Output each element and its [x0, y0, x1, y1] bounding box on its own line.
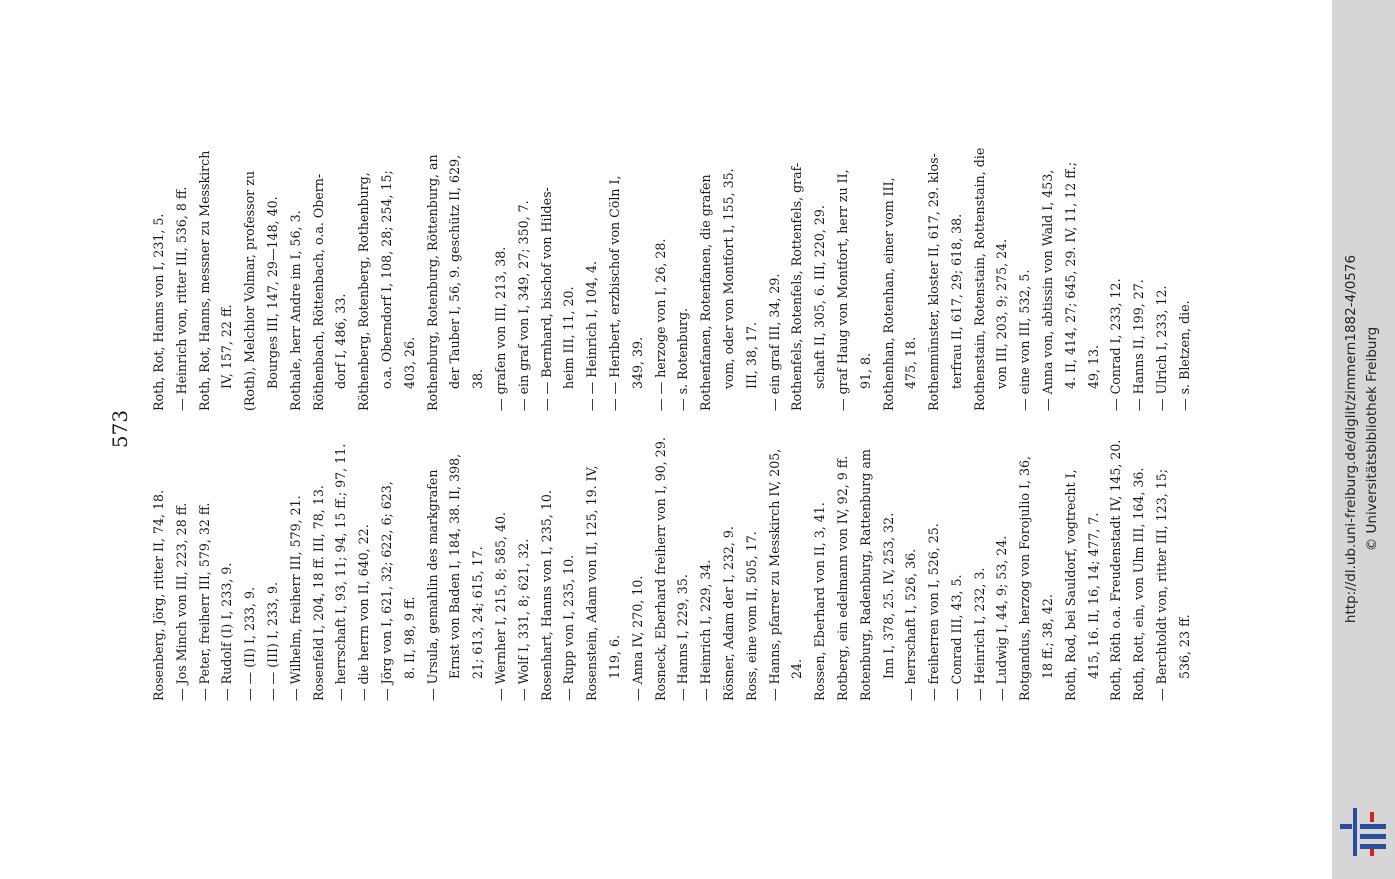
index-entry-line: 4. II, 414, 27; 645, 29. IV, 11, 12 ff.;: [1062, 161, 1078, 389]
index-entry-line: Roth, Rot, Hanns von I, 231, 5.: [151, 213, 166, 411]
index-entry-line: Rothenburg, Rotenburg, Röttenburg, an: [424, 154, 440, 411]
index-entry-line: Rothenfanen, Rotenfanen, die grafen: [698, 174, 714, 411]
index-entry-line: dorf I, 486, 33.: [333, 293, 349, 389]
index-entry-line: — Wernher I, 215, 8; 585, 40.: [492, 511, 508, 701]
index-entry-line: (Roth), Melchior Volmar, professor zu: [242, 171, 258, 411]
index-entry-line: — Hanns II, 199, 27.: [1131, 279, 1147, 411]
library-logo-icon: [1340, 808, 1386, 856]
viewer-sidebar: [1332, 0, 1395, 879]
index-entry-line: — — Bernhard, bischof von Hildes-: [538, 187, 554, 411]
index-entry-line: IV, 157, 22 ff.: [219, 304, 235, 389]
index-entry-line: Rotgandus, herzog von Forojulio I, 36,: [1017, 455, 1033, 701]
page-number: 573: [108, 409, 132, 449]
index-entry-line: Rothenstain, Rotenstain, Rottenstain, die: [971, 147, 987, 411]
index-entry-line: 475, 18.: [903, 336, 919, 389]
index-entry-line: 8. II, 98, 9 ff.: [401, 596, 417, 679]
index-entry-line: Rothenfels, Rotenfels, Rottenfels, graf-: [789, 162, 805, 411]
index-entry-line: — herrschaft I, 93, 11; 94, 15 ff.; 97, 11.: [333, 443, 349, 701]
index-entry-line: Rosneck, Eberhard freiherr von I, 90, 29.: [652, 437, 668, 701]
index-entry-line: 536, 23 ff.: [1176, 614, 1192, 679]
sidebar-text: [1341, 9, 1385, 869]
index-entry-line: schaft II, 305, 6. III, 220, 29.: [812, 205, 828, 389]
index-entry-line: — graf Haug von Montfort, herr zu II,: [834, 169, 850, 411]
index-entry-line: — Conrad III, 43, 5.: [948, 574, 964, 701]
index-entry-line: 49, 13.: [1085, 344, 1101, 389]
index-entry-line: 119, 6.: [606, 634, 622, 679]
index-entry-line: — Hanns I, 229, 35.: [675, 574, 691, 701]
index-entry-line: Röthenberg, Rotenberg, Rothenburg,: [356, 172, 372, 411]
index-entry-line: — Heinrich I, 229, 34.: [698, 559, 714, 701]
index-entry-line: Roth, Röth o.a. Freudenstadt IV, 145, 20.: [1108, 439, 1124, 701]
index-entry-line: — grafen von III, 213, 38.: [492, 246, 508, 411]
index-entry-line: — Ludwig I, 44, 9; 53, 24.: [994, 535, 1010, 701]
index-entry-line: — die herrn von II, 640, 22.: [356, 524, 372, 701]
index-entry-line: Rotberg, ein edelmann von IV, 92, 9 ff.: [834, 455, 850, 701]
index-entry-line: — Wolf I, 331, 8; 621, 32.: [515, 538, 531, 701]
index-entry-line: — Rupp von I, 235, 10.: [561, 554, 577, 701]
index-entry-line: Rosenhart, Hanns von I, 235, 10.: [538, 490, 554, 701]
index-entry-line: Ernst von Baden I, 184, 38. II, 398,: [447, 453, 463, 679]
index-entry-line: — Ulrich I, 233, 12.: [1154, 285, 1170, 411]
index-entry-line: — Heinrich I, 232, 3.: [971, 567, 987, 701]
index-entry-line: 403, 26.: [401, 336, 417, 389]
index-entry-line: Ross, eine vom II, 505, 17.: [743, 531, 759, 701]
index-entry-line: Rothenhan, Rotenhan, einer vom III,: [880, 177, 896, 411]
index-entry-line: Rosenfeld I, 204, 18 ff. III, 78, 13.: [310, 485, 326, 701]
index-entry-line: Bourges III, 147, 29—148, 40.: [264, 196, 280, 389]
index-entry-line: — s. Rotenburg.: [675, 307, 691, 411]
index-entry-line: Rossen, Eberhard von II, 3, 41.: [812, 502, 828, 701]
index-entry-line: 415, 16. II, 16, 14; 477, 7.: [1085, 512, 1101, 679]
index-entry-line: — Berchtoldt von, ritter III, 123, 15;: [1154, 469, 1170, 701]
index-entry-line: Rothenmünster, kloster II, 617, 29. klos-: [926, 153, 942, 411]
index-entry-line: Roth, Rod, bei Sauldorf, vogtrecht I,: [1062, 469, 1078, 701]
index-entry-line: Rosenberg, Jörg, ritter II, 74, 18.: [151, 489, 166, 701]
index-entry-line: 24.: [789, 658, 805, 679]
index-entry-line: 18 ff.; 38, 42.: [1040, 594, 1056, 679]
index-entry-line: — Jos Minch von III, 223, 28 ff.: [173, 502, 189, 701]
index-entry-line: Inn I, 378, 25. IV, 253, 32.: [880, 512, 896, 679]
index-entry-line: — herrschaft I, 526, 36.: [903, 548, 919, 701]
index-entry-line: — Conrad I, 233, 12.: [1108, 278, 1124, 411]
index-entry-line: Röthenbach, Röttenbach, o.a. Obern-: [310, 173, 326, 411]
index-entry-line: — Rudolf (I) I, 233, 9.: [219, 562, 235, 701]
index-entry-line: Rothale, herr Andre im I, 56, 3.: [287, 210, 303, 411]
index-entry-line: — — (III) I, 233, 9.: [264, 582, 280, 701]
index-entry-line: Rosenstein, Adam von II, 125, 19. IV,: [584, 465, 600, 701]
index-entry-line: Rösner, Adam der I, 232, 9.: [720, 526, 736, 701]
index-entry-line: terfrau II, 617, 29; 618, 38.: [948, 213, 964, 389]
index-entry-line: III, 38, 17.: [743, 322, 759, 389]
copyright-notice: © Universitätsbibliothek Freiburg: [1364, 326, 1380, 552]
index-entry-line: — Wilhelm, freiherr III, 579, 21.: [287, 495, 303, 701]
index-entry-line: 38.: [470, 368, 486, 389]
index-entry-line: o.a. Oberndorf I, 108, 28; 254, 15;: [378, 170, 394, 389]
index-column-left: [148, 417, 1197, 701]
source-url-link[interactable]: http://dl.ub.uni-freiburg.de/diglit/zimmern1882-4/0576: [1343, 254, 1359, 624]
index-entry-line: Rotenburg, Radenburg, Rattenburg am: [857, 449, 873, 701]
index-entry-line: 21; 613, 24; 615, 17.: [470, 546, 486, 679]
index-entry-line: — ein graf III, 34, 29.: [766, 273, 782, 411]
index-entry-line: — — Heinrich I, 104, 4.: [584, 260, 600, 411]
index-entry-line: Roth, Rott, ein, von Ulm III, 164, 36.: [1131, 467, 1147, 701]
index-entry-line: 349, 39.: [629, 336, 645, 389]
index-entry-line: — s. Bletzen, die.: [1176, 300, 1192, 411]
index-entry-line: — — herzoge von I, 26, 28.: [652, 238, 668, 411]
index-entry-line: — — (II) I, 233, 9.: [242, 586, 258, 701]
index-entry-line: — Hanns, pfarrer zu Messkirch IV, 205,: [766, 448, 782, 701]
index-entry-line: — Anna von, abtissin von Wald I, 453,: [1040, 169, 1056, 411]
index-entry-line: — ein graf von I, 349, 27; 350, 7.: [515, 200, 531, 411]
index-entry-line: — eine von III, 532, 5.: [1017, 269, 1033, 411]
index-entry-line: — freiherren von I, 526, 25.: [926, 523, 942, 701]
index-entry-line: — Peter, freiherr III, 579, 32 ff.: [196, 502, 212, 701]
index-entry-line: der Tauber I, 56, 9. geschütz II, 629,: [447, 154, 463, 389]
index-entry-line: vom, oder von Montfort I, 155, 35.: [720, 168, 736, 389]
index-entry-line: — Jörg von I, 621, 32; 622, 6; 623,: [378, 481, 394, 701]
index-entry-line: — — Heribert, erzbischof von Cöln I,: [606, 175, 622, 411]
index-entry-line: heim III, 11, 20.: [561, 286, 577, 389]
index-entry-line: — Ursula, gemahlin des markgrafen: [424, 469, 440, 701]
index-entry-line: — Heinrich von, ritter III, 536, 8 ff.: [173, 186, 189, 411]
index-entry-line: 91, 8.: [857, 352, 873, 389]
index-entry-line: von III, 203, 9; 275, 24.: [994, 238, 1010, 389]
index-entry-line: — Anna IV, 270, 10.: [629, 575, 645, 701]
index-column-right: [148, 129, 1197, 411]
index-entry-line: Roth, Rot, Hanns, messner zu Messkirch: [196, 150, 212, 411]
